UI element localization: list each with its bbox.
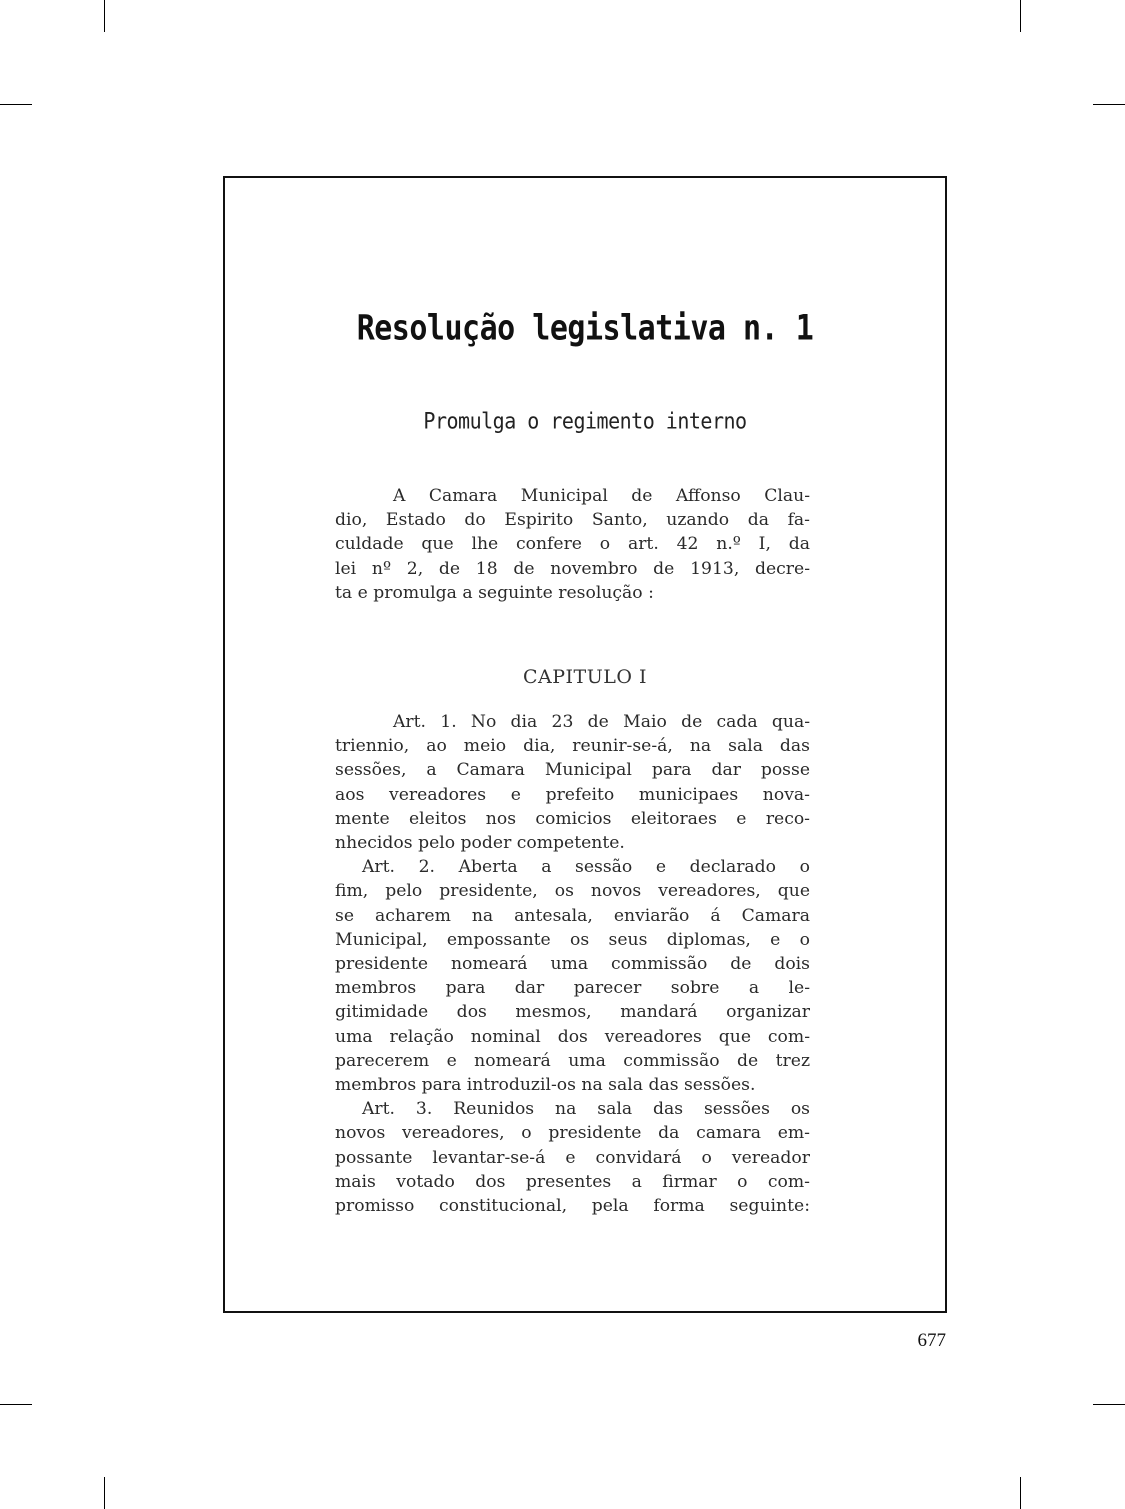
scanned-page <box>335 178 835 1311</box>
crop-mark-bottom-right <box>1020 1477 1021 1509</box>
article-line: parecerem e nomeará uma commissão de trez <box>335 1050 810 1071</box>
crop-mark-right-top <box>1093 104 1125 105</box>
article-line: gitimidade dos mesmos, mandará organizar <box>335 1002 810 1023</box>
intro-line: culdade que lhe confere o art. 42 n.º I, da <box>335 534 810 555</box>
crop-mark-bottom-left <box>104 1477 105 1509</box>
article-line: mente eleitos nos comicios eleitoraes e reco- <box>335 808 810 829</box>
articles-text <box>335 710 810 1218</box>
intro-line: lei nº 2, de 18 de novembro de 1913, decre- <box>335 558 810 579</box>
article-line: Municipal, empossante os seus diplomas, e o <box>335 929 810 950</box>
article-line: aos vereadores e prefeito municipaes nova- <box>335 784 810 805</box>
article-line: promisso constitucional, pela forma seguinte: <box>335 1196 810 1217</box>
article-line: triennio, ao meio dia, reunir-se-á, na sala das <box>335 736 810 757</box>
document-subtitle: Promulga o regimento interno <box>423 407 747 435</box>
article-line: novos vereadores, o presidente da camara em- <box>335 1123 810 1144</box>
crop-mark-left-bottom <box>0 1404 32 1405</box>
crop-mark-left-top <box>0 104 32 105</box>
crop-mark-top-right <box>1020 0 1021 32</box>
crop-mark-top-left <box>104 0 105 32</box>
chapter-heading: CAPITULO I <box>523 666 647 688</box>
article-line: possante levantar-se-á e convidará o vereador <box>335 1147 810 1168</box>
article-line: membros para dar parecer sobre a le- <box>335 978 810 999</box>
article-line: sessões, a Camara Municipal para dar posse <box>335 760 810 781</box>
document-title: Resolução legislativa n. 1 <box>356 308 814 349</box>
article-line: nhecidos pelo poder competente. <box>335 833 625 854</box>
intro-line: ta e promulga a seguinte resolução : <box>335 582 654 603</box>
article-line: presidente nomeará uma commissão de dois <box>335 954 810 975</box>
scanned-page-frame <box>223 176 947 1313</box>
article-line: mais votado dos presentes a firmar o com- <box>335 1171 810 1192</box>
article-line: se acharem na antesala, enviarão á Camara <box>335 905 810 926</box>
article-line: Art. 1. No dia 23 de Maio de cada qua- <box>393 712 810 732</box>
intro-paragraph <box>335 484 810 605</box>
article-line: Art. 3. Reunidos na sala das sessões os <box>362 1099 810 1120</box>
intro-line: A Camara Municipal de Affonso Clau- <box>393 486 810 506</box>
page-number: 677 <box>917 1330 946 1351</box>
article-line: uma relação nominal dos vereadores que com- <box>335 1026 810 1047</box>
article-line: membros para introduzil-os na sala das sessões. <box>335 1075 756 1096</box>
article-line: Art. 2. Aberta a sessão e declarado o <box>362 857 810 878</box>
intro-line: dio, Estado do Espirito Santo, uzando da fa- <box>335 510 810 531</box>
article-line: fim, pelo presidente, os novos vereadores, que <box>335 881 810 902</box>
crop-mark-right-bottom <box>1093 1404 1125 1405</box>
